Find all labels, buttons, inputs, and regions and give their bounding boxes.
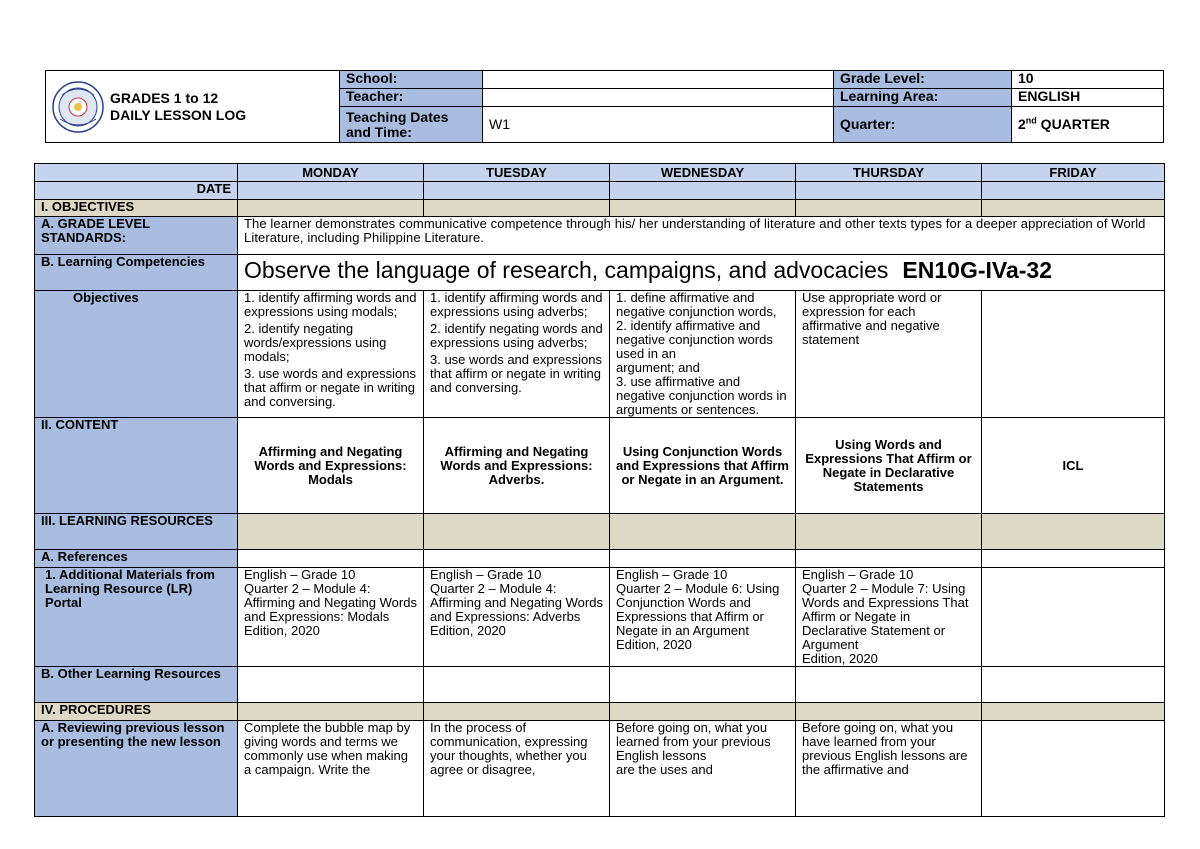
materials-text: English – Grade 10 Quarter 2 – Module 6: Using Conjunction Words and Expressions that Affirm or Negate in an Argument Edition, 2020 [616, 567, 780, 652]
other-resources-monday [238, 667, 424, 703]
resources-fill-5 [982, 514, 1165, 550]
other-resources-label: B. Other Learning Resources [35, 667, 238, 703]
day-header-wednesday: WEDNESDAY [610, 164, 796, 182]
quarter-number: 2 [1018, 116, 1026, 132]
corner-cell [35, 164, 238, 182]
teacher-field[interactable] [483, 89, 834, 107]
date-label: DATE [35, 182, 238, 200]
quarter-word: QUARTER [1036, 116, 1110, 132]
content-label: II. CONTENT [35, 418, 238, 514]
objectives-label: Objectives [35, 291, 238, 418]
header-logo-cell [46, 71, 340, 143]
content-wednesday: Using Conjunction Words and Expressions that Affirm or Negate in an Argument. [610, 418, 796, 514]
other-resources-tuesday [424, 667, 610, 703]
quarter-suffix: nd [1025, 115, 1037, 126]
materials-friday [982, 568, 1165, 667]
grade-standards-label: A. GRADE LEVEL STANDARDS: [35, 217, 238, 255]
grade-level-value[interactable]: 10 [1012, 71, 1164, 89]
date-tuesday[interactable] [424, 182, 610, 200]
grade-level-label: Grade Level: [834, 71, 1012, 89]
content-friday: ICL [982, 418, 1165, 514]
date-monday[interactable] [238, 182, 424, 200]
date-thursday[interactable] [796, 182, 982, 200]
procedures-fill-3 [610, 703, 796, 721]
day-header-tuesday: TUESDAY [424, 164, 610, 182]
reviewing-monday: Complete the bubble map by giving words and terms we commonly use when making a campaign. Write the [238, 721, 424, 817]
day-header-friday: FRIDAY [982, 164, 1165, 182]
objectives-wednesday: 1. define affirmative and negative conjunction words, 2. identify affirmative and negative conjunction words used in an argument; and 3. use affirmative and negative conjunction words in arguments or sentences. [610, 291, 796, 418]
materials-text: English – Grade 10 Quarter 2 – Module 7: Using Words and Expressions That Affirm or Negate in Declarative Statement or Argument Edition, 2020 [802, 567, 969, 666]
resources-fill-2 [424, 514, 610, 550]
date-friday[interactable] [982, 182, 1165, 200]
learning-area-label: Learning Area: [834, 89, 1012, 107]
materials-text: English – Grade 10 Quarter 2 – Module 4: Affirming and Negating Words and Expressions: Modals Edition, 2020 [244, 567, 417, 638]
lesson-log-table [34, 163, 1165, 817]
quarter-value[interactable] [1012, 107, 1164, 143]
resources-fill-3 [610, 514, 796, 550]
references-friday [982, 550, 1165, 568]
objectives-section-fill-1 [238, 200, 424, 217]
objective-item: 1. identify affirming words and expressions using modals; [244, 290, 417, 319]
doc-title-line2: DAILY LESSON LOG [110, 106, 247, 123]
objective-item: 3. use words and expressions that affirm or negate in writing and conversing. [244, 366, 416, 409]
references-wednesday [610, 550, 796, 568]
resources-fill-4 [796, 514, 982, 550]
objectives-monday [238, 291, 424, 418]
objectives-friday [982, 291, 1165, 418]
objectives-section: I. OBJECTIVES [35, 200, 238, 217]
grade-standards-text: The learner demonstrates communicative competence through his/ her understanding of literature and other texts types for a deeper appreciation of World Literature, including Philippine Literature. [238, 217, 1165, 255]
other-resources-friday [982, 667, 1165, 703]
materials-tuesday [424, 568, 610, 667]
school-label: School: [340, 71, 483, 89]
references-tuesday [424, 550, 610, 568]
competencies-cell [238, 255, 1165, 291]
competencies-label: B. Learning Competencies [35, 255, 238, 291]
references-monday [238, 550, 424, 568]
objective-item: 2. identify negating words and expressions using adverbs; [430, 321, 603, 350]
competency-code: EN10G-IVa-32 [902, 257, 1052, 283]
materials-monday [238, 568, 424, 667]
objectives-tuesday [424, 291, 610, 418]
objective-item: 3. use words and expressions that affirm or negate in writing and conversing. [430, 352, 602, 395]
content-monday: Affirming and Negating Words and Expressions: Modals [238, 418, 424, 514]
procedures-fill-1 [238, 703, 424, 721]
procedures-section: IV. PROCEDURES [35, 703, 238, 721]
references-thursday [796, 550, 982, 568]
objectives-section-fill-4 [796, 200, 982, 217]
competency-text: Observe the language of research, campaigns, and advocacies [244, 257, 889, 283]
reviewing-thursday: Before going on, what you have learned from your previous English lessons are the affirmative and [796, 721, 982, 817]
reviewing-friday [982, 721, 1165, 817]
procedures-fill-5 [982, 703, 1165, 721]
learning-area-value[interactable]: ENGLISH [1012, 89, 1164, 107]
content-tuesday: Affirming and Negating Words and Expressions: Adverbs. [424, 418, 610, 514]
objectives-thursday: Use appropriate word or expression for each affirmative and negative statement [796, 291, 982, 418]
additional-materials-label: 1. Additional Materials from Learning Resource (LR) Portal [35, 568, 238, 667]
teaching-dates-field[interactable]: W1 [483, 107, 834, 143]
references-label: A. References [35, 550, 238, 568]
deped-seal-icon [52, 81, 104, 133]
procedures-fill-4 [796, 703, 982, 721]
date-wednesday[interactable] [610, 182, 796, 200]
reviewing-label: A. Reviewing previous lesson or presenting the new lesson [35, 721, 238, 817]
day-header-monday: MONDAY [238, 164, 424, 182]
header-table [45, 70, 1164, 143]
other-resources-thursday [796, 667, 982, 703]
teacher-label: Teacher: [340, 89, 483, 107]
doc-title-line1: GRADES 1 to 12 [110, 89, 219, 106]
resources-fill-1 [238, 514, 424, 550]
objective-item: 2. identify negating words/expressions using modals; [244, 321, 387, 364]
day-header-thursday: THURSDAY [796, 164, 982, 182]
other-resources-wednesday [610, 667, 796, 703]
content-thursday: Using Words and Expressions That Affirm or Negate in Declarative Statements [796, 418, 982, 514]
teaching-dates-label: Teaching Dates and Time: [340, 107, 483, 143]
objectives-section-fill-3 [610, 200, 796, 217]
materials-thursday [796, 568, 982, 667]
procedures-fill-2 [424, 703, 610, 721]
materials-text: English – Grade 10 Quarter 2 – Module 4: Affirming and Negating Words and Expressions: Adverbs Edition, 2020 [430, 567, 603, 638]
school-field[interactable] [483, 71, 834, 89]
objectives-section-fill-2 [424, 200, 610, 217]
reviewing-wednesday: Before going on, what you learned from your previous English lessons are the uses and [610, 721, 796, 817]
objectives-section-fill-5 [982, 200, 1165, 217]
quarter-label: Quarter: [834, 107, 1012, 143]
materials-wednesday [610, 568, 796, 667]
reviewing-tuesday: In the process of communication, expressing your thoughts, whether you agree or disagree, [424, 721, 610, 817]
learning-resources-section: III. LEARNING RESOURCES [35, 514, 238, 550]
objective-item: 1. identify affirming words and expressions using adverbs; [430, 290, 603, 319]
